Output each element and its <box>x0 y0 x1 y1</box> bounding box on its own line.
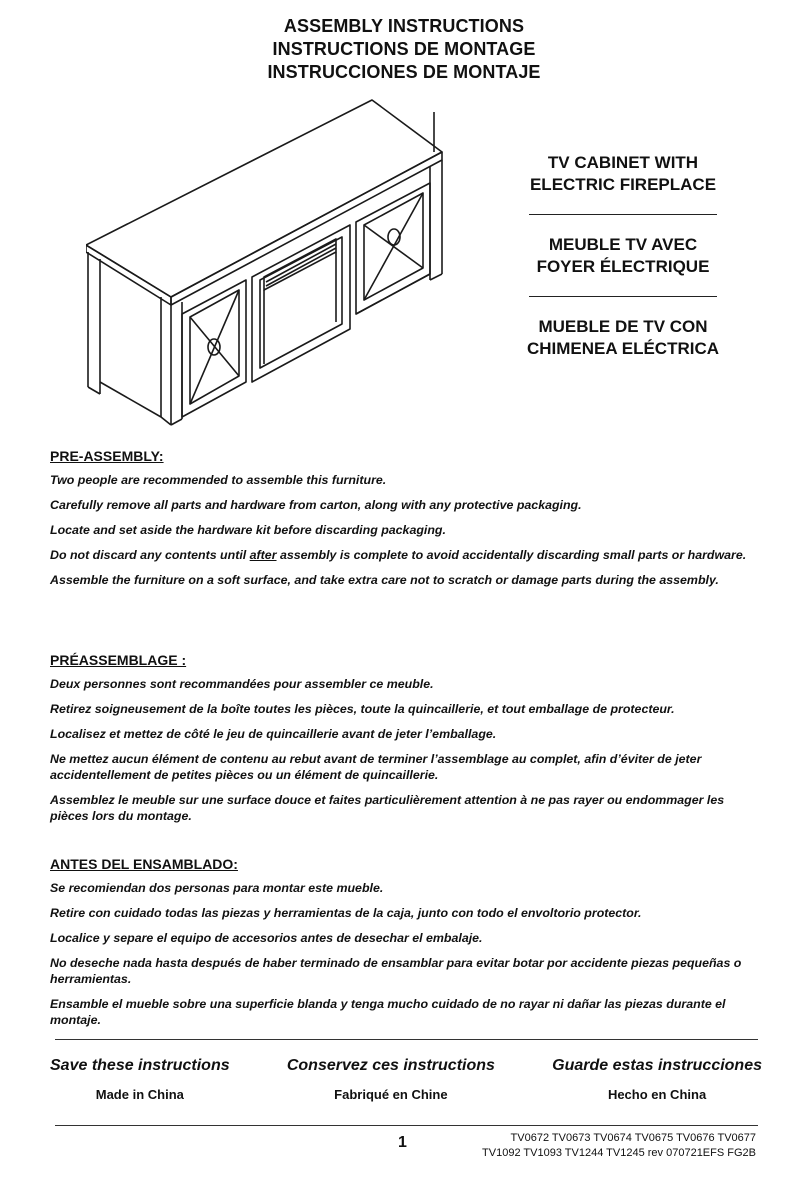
product-name-es-line1: MUEBLE DE TV CON <box>538 317 708 336</box>
instruction-item: Se recomiendan dos personas para montar este mueble. <box>50 881 384 895</box>
instruction-item: Carefully remove all parts and hardware from carton, along with any protective packaging. <box>50 498 582 512</box>
product-name-french <box>508 234 738 278</box>
instruction-item: Two people are recommended to assemble this furniture. <box>50 473 387 487</box>
tv-cabinet-fireplace-drawing-icon <box>86 92 456 432</box>
instruction-item: Assemble the furniture on a soft surface, and take extra care not to scratch or damage parts during the assembly. <box>50 573 719 587</box>
title-french: INSTRUCTIONS DE MONTAGE <box>272 39 536 59</box>
instruction-item: Retirez soigneusement de la boîte toutes les pièces, toute la quincaillerie, et tout emballage de protecteur. <box>50 702 675 716</box>
section-heading: PRE-ASSEMBLY: <box>50 448 164 464</box>
section-heading: ANTES DEL ENSAMBLADO: <box>50 856 238 872</box>
product-name-es-line2: CHIMENEA ELÉCTRICA <box>526 339 720 358</box>
instruction-item: Ne mettez aucun élément de contenu au rebut avant de terminer l’assemblage au complet, afin d’éviter de jeter accidentellement de petites pièces ou un élément de quincaillerie. <box>50 752 702 782</box>
model-numbers-line2: TV1092 TV1093 TV1244 TV1245 rev 070721EFS FG2B <box>482 1147 756 1159</box>
product-name-spanish <box>508 316 738 360</box>
product-name-en-line1: TV CABINET WITH <box>547 153 699 172</box>
footer-rule-bottom <box>55 1125 758 1126</box>
instruction-item: No deseche nada hasta después de haber terminado de ensamblar para evitar botar por accidente piezas pequeñas o herramientas. <box>50 956 742 986</box>
pre-assembly-english <box>50 448 750 597</box>
model-numbers-line1: TV0672 TV0673 TV0674 TV0675 TV0676 TV0677 <box>510 1132 756 1144</box>
pre-assembly-spanish <box>50 856 750 1037</box>
instruction-item: Assemblez le meuble sur une surface douce et faites particulièrement attention à ne pas rayer ou endommager les pièces lors du montage. <box>50 793 725 823</box>
footer-rule-top <box>55 1039 758 1040</box>
instruction-item: Localice y separe el equipo de accesorios antes de desechar el embalaje. <box>50 931 483 945</box>
divider <box>529 214 717 215</box>
footer-notice-row <box>50 1055 762 1102</box>
instruction-item: Localisez et mettez de côté le jeu de quincaillerie avant de jeter l’emballage. <box>50 727 497 741</box>
product-name-english <box>508 152 738 196</box>
instruction-item: Retire con cuidado todas las piezas y herramientas de la caja, junto con todo el envoltorio protector. <box>50 906 642 920</box>
instruction-item: Ensamble el mueble sobre una superficie blanda y tenga mucho cuidado de no rayar ni dañar las piezas durante el montaje. <box>50 997 726 1027</box>
pre-assembly-french <box>50 652 750 833</box>
emphasis-text: after <box>249 548 277 562</box>
title-spanish: INSTRUCCIONES DE MONTAJE <box>267 62 541 82</box>
footer-column-english <box>50 1055 230 1102</box>
divider <box>529 296 717 297</box>
save-instructions-english: Save these instructions <box>50 1057 230 1074</box>
footer-column-spanish <box>552 1055 762 1102</box>
instruction-item: Deux personnes sont recommandées pour assembler ce meuble. <box>50 677 434 691</box>
save-instructions-spanish: Guarde estas instrucciones <box>552 1057 762 1074</box>
instruction-item <box>50 547 750 563</box>
model-numbers <box>482 1131 756 1161</box>
document-title <box>0 15 808 84</box>
page-number: 1 <box>398 1134 407 1151</box>
instruction-text: Do not discard any contents until <box>50 548 250 562</box>
footer-column-french <box>287 1055 495 1102</box>
product-name-en-line2: ELECTRIC FIREPLACE <box>529 175 717 194</box>
made-in-spanish: Hecho en China <box>607 1087 707 1102</box>
made-in-french: Fabriqué en Chine <box>334 1087 448 1102</box>
made-in-english: Made in China <box>95 1087 184 1102</box>
instruction-item: Locate and set aside the hardware kit before discarding packaging. <box>50 523 446 537</box>
instruction-text: assembly is complete to avoid accidentally discarding small parts or hardware. <box>276 548 747 562</box>
product-name-block <box>508 152 738 360</box>
section-heading: PRÉASSEMBLAGE : <box>50 652 187 668</box>
product-name-fr-line2: FOYER ÉLECTRIQUE <box>536 257 710 276</box>
product-name-fr-line1: MEUBLE TV AVEC <box>548 235 698 254</box>
save-instructions-french: Conservez ces instructions <box>286 1057 495 1074</box>
title-english: ASSEMBLY INSTRUCTIONS <box>283 16 525 36</box>
